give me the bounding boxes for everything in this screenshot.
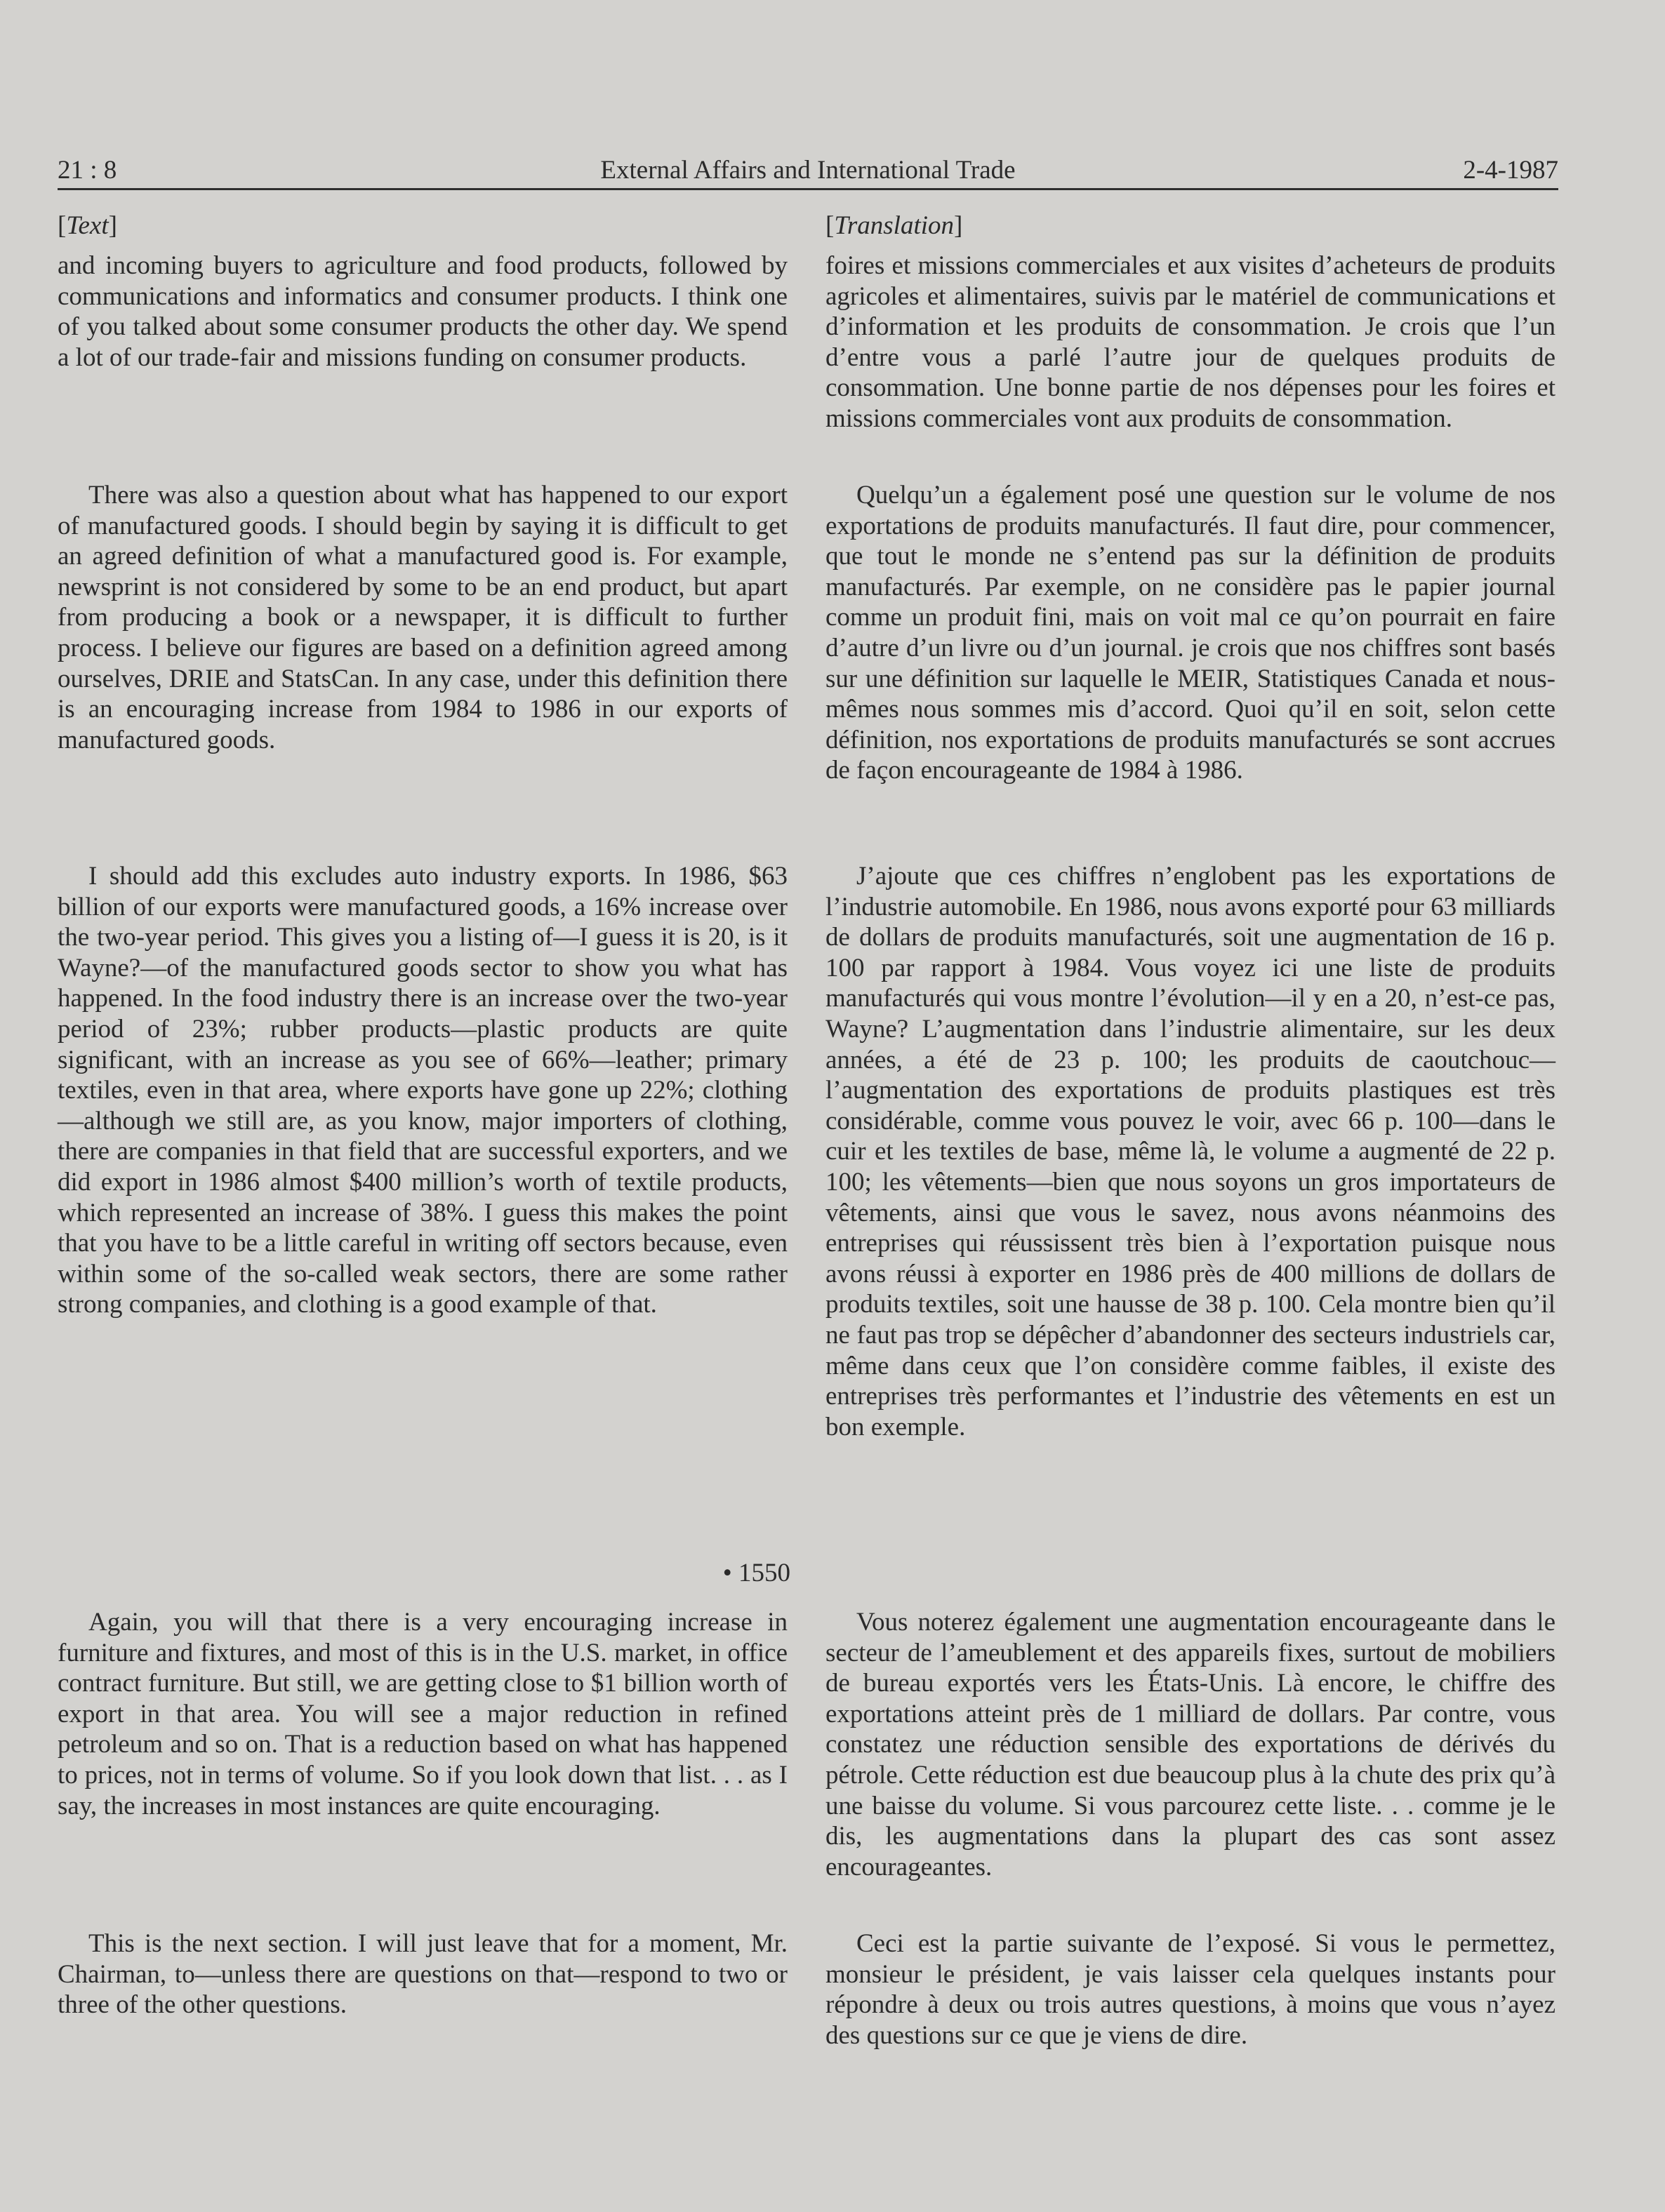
translation-paragraph-1: foires et missions commerciales et aux visites d’acheteurs de produits agricoles et alimentaires, suivis par le matériel de communications et d’information et les produits de consommation. Je crois que l’un d’entre vous a parlé l’autre jour de quelques produits de consommation. Une bonne partie de nos dépenses pour les foires et missions commerciales vont aux produits de consommation.	[825, 251, 1555, 433]
translation-paragraph-3: J’ajoute que ces chiffres n’englobent pas les exportations de l’industrie automobile. En 1986, nous avons exporté pour 63 milliards de dollars de produits manufacturés, soit une augmentation de 16 p. 100 par rapport à 1984. Vous voyez ici une liste de produits manufacturés qui vous montre l’évolution—il y en a 20, n’est-ce pas, Wayne? L’augmentation dans l’industrie alimentaire, sur les deux années, a été de 23 p. 100; les produits de caoutchouc—l’augmentation des exportations de produits plastiques est très considérable, comme vous pouvez le voir, avec 66 p. 100—dans le cuir et les textiles de base, même là, le volume a augmenté de 22 p. 100; les vêtements—bien que nous soyons un gros importateurs de vêtements, ainsi que vous le savez, nous avons néanmoins des entreprises qui réussissent très bien à l’exportation puisque nous avons réussi à exporter en 1986 près de 400 millions de dollars de produits textiles, soit une hausse de 38 p. 100. Cela montre bien qu’il ne faut pas trop se dépêcher d’abandonner des secteurs industriels car, même dans ceux que l’on considère comme faibles, il existe des entreprises très performantes et l’industrie des vêtements en est un bon exemple.	[825, 862, 1555, 1441]
text-paragraph-4: Again, you will that there is a very encouraging increase in furniture and fixtures, and most of this is in the U.S. market, in office contract furniture. But still, we are getting close to $1 billion worth of export in that area. You will see a major reduction in refined petroleum and so on. That is a reduction based on what has happened to prices, not in terms of volume. So if you look down that list. . . as I say, the increases in most instances are quite encouraging.	[58, 1608, 788, 1820]
translation-paragraph-2: Quelqu’un a également posé une question sur le volume de nos exportations de produits manufacturés. Il faut dire, pour commencer, que tout le monde ne s’entend pas sur la définition de produits manufacturés. Par exemple, on ne considère pas le papier journal comme un produit fini, mais on voit mal ce qu’on pourrait en faire d’autre d’un livre ou d’un journal. je crois que nos chiffres sont basés sur une définition sur laquelle le MEIR, Statistiques Canada et nous-mêmes nous sommes mis d’accord. Quoi qu’il en soit, selon cette définition, nos exportations de produits manufacturés se sont accrues de façon encourageante de 1984 à 1986.	[825, 481, 1555, 785]
text-column-label: [Text]	[58, 211, 117, 240]
page-number: 21 : 8	[58, 156, 117, 185]
time-marker: • 1550	[722, 1559, 790, 1587]
translation-column-label: [Translation]	[825, 211, 963, 240]
header-rule	[58, 188, 1558, 190]
text-paragraph-3: I should add this excludes auto industry exports. In 1986, $63 billion of our exports were manufactured goods, a 16% increase over the two-year period. This gives you a listing of—I guess it is 20, is it Wayne?—of the manufactured goods sector to show you what has happened. In the food industry there is an increase over the two-year period of 23%; rubber products—plastic products are quite significant, with an increase as you see of 66%—leather; primary textiles, even in that area, where exports have gone up 22%; clothing—although we still are, as you know, major importers of clothing, there are companies in that field that are successful exporters, and we did export in 1986 almost $400 million’s worth of textile products, which represented an increase of 38%. I guess this makes the point that you have to be a little careful in writing off sectors because, even within some of the so-called weak sectors, there are some rather strong companies, and clothing is a good example of that.	[58, 862, 788, 1319]
translation-paragraph-5: Ceci est la partie suivante de l’exposé. Si vous le permettez, monsieur le président, je vais laisser cela quelques instants pour répondre à deux ou trois autres questions, à moins que vous n’ayez des questions sur ce que je viens de dire.	[825, 1929, 1555, 2050]
page-date: 2-4-1987	[1463, 156, 1558, 185]
text-paragraph-2: There was also a question about what has happened to our export of manufactured goods. I should begin by saying it is difficult to get an agreed definition of what a manufactured good is. For example, newsprint is not considered by some to be an end product, but apart from producing a book or a newspaper, it is difficult to further process. I believe our figures are based on a definition agreed among ourselves, DRIE and StatsCan. In any case, under this definition there is an encouraging increase from 1984 to 1986 in our exports of manufactured goods.	[58, 481, 788, 754]
translation-label: Translation	[834, 211, 955, 240]
text-label: Text	[66, 211, 109, 240]
translation-paragraph-4: Vous noterez également une augmentation encourageante dans le secteur de l’ameublement et des appareils fixes, surtout de mobiliers de bureau exportés vers les États-Unis. Là encore, le chiffre des exportations atteint près de 1 milliard de dollars. Par contre, vous constatez une réduction sensible des exportations de dérivés du pétrole. Cette réduction est due beaucoup plus à la chute des prix qu’à une baisse du volume. Si vous parcourez cette liste. . . comme je le dis, les augmentations dans la plupart des cas sont assez encourageantes.	[825, 1608, 1555, 1881]
text-paragraph-1: and incoming buyers to agriculture and food products, followed by communications and informatics and consumer products. I think one of you talked about some consumer products the other day. We spend a lot of our trade-fair and missions funding on consumer products.	[58, 251, 788, 372]
text-paragraph-5: This is the next section. I will just leave that for a moment, Mr. Chairman, to—unless there are questions on that—respond to two or three of the other questions.	[58, 1929, 788, 2020]
page-header	[58, 153, 1558, 188]
running-title: External Affairs and International Trade	[600, 156, 1016, 185]
